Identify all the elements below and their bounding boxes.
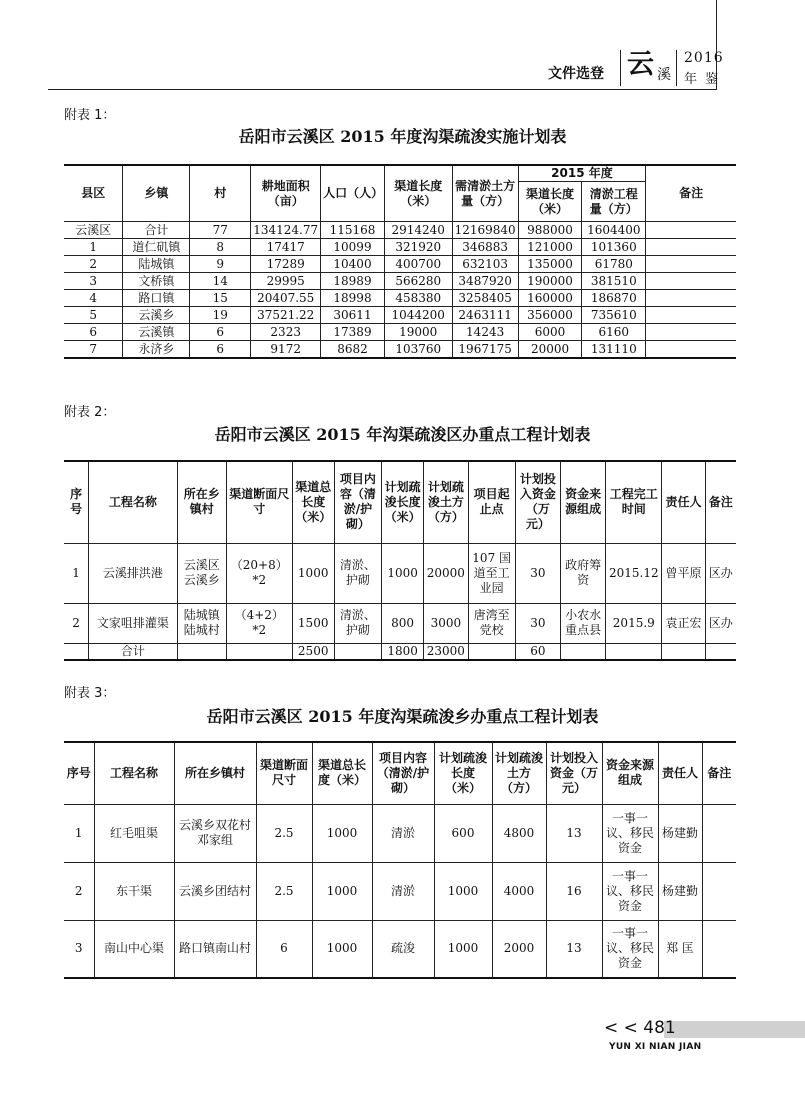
footer-subtitle: YUN XI NIAN JIAN <box>609 1042 702 1052</box>
table-cell: 永济乡 <box>123 341 190 359</box>
table-header-cell: 计划投入资金（万元） <box>546 742 602 804</box>
t2-total-dredge-length: 1800 <box>382 643 424 660</box>
table2 <box>64 460 736 661</box>
header-horizontal-rule <box>48 89 717 90</box>
table-cell: 疏浚 <box>372 920 434 978</box>
table-cell: 云溪乡 <box>123 307 190 324</box>
table-cell: 7 <box>64 341 123 359</box>
header-separator <box>620 50 621 86</box>
table-cell <box>702 862 736 920</box>
t1-header-channel-length: 渠道长度（米） <box>384 165 452 222</box>
table-cell: 区办 <box>705 603 736 643</box>
table-cell: 政府筹资 <box>561 543 606 603</box>
table-cell: 321920 <box>384 239 452 256</box>
table3-label: 附表 3： <box>64 686 116 701</box>
table-cell: 1 <box>64 804 94 862</box>
t1-header-town: 乡镇 <box>123 165 190 222</box>
table-cell: 190000 <box>518 273 582 290</box>
table-cell: 2 <box>64 603 89 643</box>
table-cell: 15 <box>190 290 251 307</box>
table-cell: 19 <box>190 307 251 324</box>
t1-header-year-group: 2015 年度 <box>518 165 646 182</box>
t1-header-year-length: 渠道长度（米） <box>518 182 582 222</box>
table1-title: 岳阳市云溪区 2015 年度沟渠疏浚实施计划表 <box>238 127 567 146</box>
table-cell: 6 <box>190 324 251 341</box>
table-cell: 1000 <box>312 920 372 978</box>
table-cell <box>646 290 736 307</box>
table-cell <box>646 222 736 239</box>
table-cell: 20407.55 <box>251 290 321 307</box>
table-cell: 2 <box>64 862 94 920</box>
table-cell: 1500 <box>292 603 334 643</box>
brand-small-char: 溪 <box>657 67 671 83</box>
table-header-cell: 计划疏浚长度（米） <box>434 742 492 804</box>
table-cell: 云溪乡团结村 <box>174 862 256 920</box>
t2-total-length: 2500 <box>292 643 334 660</box>
table-cell: 29995 <box>251 273 321 290</box>
table-header-cell: 序号 <box>64 461 89 543</box>
table-cell: 曾平原 <box>662 543 705 603</box>
table-cell: 101360 <box>582 239 646 256</box>
header-year: 2016 <box>684 50 724 66</box>
table-cell: 16 <box>546 862 602 920</box>
table-cell: 一事一议、移民资金 <box>602 862 658 920</box>
table-cell: 12169840 <box>452 222 518 239</box>
table-cell: 袁正宏 <box>662 603 705 643</box>
table-header-cell: 资金来源组成 <box>561 461 606 543</box>
table-cell: 400700 <box>384 256 452 273</box>
table-header-cell: 所在乡镇村 <box>174 742 256 804</box>
table3-title: 岳阳市云溪区 2015 年度沟渠疏浚乡办重点工程计划表 <box>206 707 599 726</box>
table-cell: 陆城镇陆城村 <box>177 603 226 643</box>
table-row <box>64 307 736 324</box>
table-cell: 632103 <box>452 256 518 273</box>
table-cell: 10400 <box>321 256 385 273</box>
table-cell: 2015.12 <box>606 543 662 603</box>
table-cell: 郑 匡 <box>658 920 702 978</box>
table-cell: 2914240 <box>384 222 452 239</box>
table-row <box>64 239 736 256</box>
table-header-cell: 渠道总长度（米） <box>292 461 334 543</box>
table-row <box>64 920 736 978</box>
table-cell: 3258405 <box>452 290 518 307</box>
table-cell: 8 <box>190 239 251 256</box>
table1-label: 附表 1： <box>64 108 116 123</box>
table-header-cell: 计划疏浚长度（米） <box>382 461 424 543</box>
table-cell: 2.5 <box>256 862 312 920</box>
table-cell: 20000 <box>518 341 582 359</box>
table-cell: 云溪区云溪乡 <box>177 543 226 603</box>
table-cell: 2015.9 <box>606 603 662 643</box>
table-cell: 6 <box>190 341 251 359</box>
table-cell: 2000 <box>492 920 546 978</box>
header-year-sub: 年 鉴 <box>684 72 721 87</box>
table-cell: 1000 <box>434 920 492 978</box>
table-row <box>64 256 736 273</box>
table-cell: 17389 <box>321 324 385 341</box>
table-header-cell: 工程完工时间 <box>606 461 662 543</box>
table-cell: 6000 <box>518 324 582 341</box>
table-cell: 135000 <box>518 256 582 273</box>
table-cell: 4800 <box>492 804 546 862</box>
brand-char: 云 <box>627 49 654 80</box>
table-cell: 唐湾至党校 <box>468 603 515 643</box>
t1-header-population: 人口（人） <box>321 165 385 222</box>
table-cell: 134124.77 <box>251 222 321 239</box>
table-cell: 14243 <box>452 324 518 341</box>
table-cell: 356000 <box>518 307 582 324</box>
table-row <box>64 324 736 341</box>
table-cell: 4000 <box>492 862 546 920</box>
table-cell: 陆城镇 <box>123 256 190 273</box>
t2-total-fund: 60 <box>515 643 560 660</box>
table-cell: 8682 <box>321 341 385 359</box>
table-cell: 103760 <box>384 341 452 359</box>
table-header-cell: 计划疏浚土方（方） <box>424 461 468 543</box>
table-cell <box>702 804 736 862</box>
table-cell: 1 <box>64 239 123 256</box>
table-cell: 30611 <box>321 307 385 324</box>
table-cell: 17289 <box>251 256 321 273</box>
table-cell: 346883 <box>452 239 518 256</box>
table-cell: 107 国道至工业园 <box>468 543 515 603</box>
table-cell: 3000 <box>424 603 468 643</box>
t1-header-farmland: 耕地面积（亩） <box>251 165 321 222</box>
table-cell: 文桥镇 <box>123 273 190 290</box>
table-cell: 一事一议、移民资金 <box>602 804 658 862</box>
table-cell: 77 <box>190 222 251 239</box>
table-header-cell: 备注 <box>702 742 736 804</box>
table-cell <box>646 239 736 256</box>
table-cell: 清淤 <box>372 804 434 862</box>
table-cell: 云溪排洪港 <box>89 543 177 603</box>
table-cell: 6 <box>256 920 312 978</box>
table-cell: 10099 <box>321 239 385 256</box>
table-header-cell: 资金来源组成 <box>602 742 658 804</box>
table-cell: 2.5 <box>256 804 312 862</box>
table-header-cell: 责任人 <box>658 742 702 804</box>
t1-header-year-volume: 清淤工程量（方） <box>582 182 646 222</box>
table-cell: 红毛咀渠 <box>94 804 174 862</box>
table-cell: 800 <box>382 603 424 643</box>
table-cell: 1000 <box>292 543 334 603</box>
table-cell: 1000 <box>434 862 492 920</box>
table3 <box>64 741 736 979</box>
table-cell: 1 <box>64 543 89 603</box>
table-row <box>64 222 736 239</box>
table2-label: 附表 2： <box>64 405 116 420</box>
table-header-cell: 工程名称 <box>89 461 177 543</box>
table-header-cell: 渠道断面尺寸 <box>256 742 312 804</box>
table-cell: 17417 <box>251 239 321 256</box>
table-cell: 一事一议、移民资金 <box>602 920 658 978</box>
table-cell: 4 <box>64 290 123 307</box>
table-header-cell: 责任人 <box>662 461 705 543</box>
table1 <box>64 164 736 359</box>
t1-header-village: 村 <box>190 165 251 222</box>
table-cell <box>646 341 736 359</box>
table-row <box>64 862 736 920</box>
table-cell: 1000 <box>382 543 424 603</box>
table-cell: 合计 <box>123 222 190 239</box>
table-cell: 清淤 <box>372 862 434 920</box>
table-cell: 9172 <box>251 341 321 359</box>
table-cell: 5 <box>64 307 123 324</box>
table-cell: 19000 <box>384 324 452 341</box>
table-cell <box>646 324 736 341</box>
table-cell: 文家咀排灌渠 <box>89 603 177 643</box>
section-label: 文件选登 <box>548 66 604 82</box>
table-cell: 3 <box>64 273 123 290</box>
table-header-cell: 计划投入资金（万元） <box>515 461 560 543</box>
table-row <box>64 341 736 359</box>
table-cell: 小农水重点县 <box>561 603 606 643</box>
table-cell: 路口镇 <box>123 290 190 307</box>
table-cell: 3487920 <box>452 273 518 290</box>
table-cell: 186870 <box>582 290 646 307</box>
table-cell: （4+2）*2 <box>226 603 292 643</box>
table-cell: 云溪镇 <box>123 324 190 341</box>
t1-header-dredge-volume: 需清淤土方量（方） <box>452 165 518 222</box>
table-cell: 东干渠 <box>94 862 174 920</box>
table-header-cell: 备注 <box>705 461 736 543</box>
table-cell: 云溪乡双花村邓家组 <box>174 804 256 862</box>
table-cell: 20000 <box>424 543 468 603</box>
table-cell <box>646 256 736 273</box>
table-cell: 1967175 <box>452 341 518 359</box>
table-header-cell: 项目起止点 <box>468 461 515 543</box>
table-row <box>64 290 736 307</box>
table-cell: 1604400 <box>582 222 646 239</box>
table-cell: 云溪区 <box>64 222 123 239</box>
table-cell: 南山中心渠 <box>94 920 174 978</box>
table-row <box>64 804 736 862</box>
table-cell: 115168 <box>321 222 385 239</box>
table-header-cell: 渠道总长度（米） <box>312 742 372 804</box>
table2-title: 岳阳市云溪区 2015 年沟渠疏浚区办重点工程计划表 <box>214 425 591 444</box>
table-cell: 清淤、护砌 <box>334 543 381 603</box>
table-cell: 381510 <box>582 273 646 290</box>
table-cell: 30 <box>515 603 560 643</box>
table-header-cell: 所在乡镇村 <box>177 461 226 543</box>
table-cell: 131110 <box>582 341 646 359</box>
table-header-cell: 计划疏浚土方（方） <box>492 742 546 804</box>
t1-header-county: 县区 <box>64 165 123 222</box>
header-separator-2 <box>676 50 677 86</box>
table-row <box>64 543 736 603</box>
table-cell: 杨建勤 <box>658 862 702 920</box>
table-cell: 988000 <box>518 222 582 239</box>
table-cell: 458380 <box>384 290 452 307</box>
table-cell: 2 <box>64 256 123 273</box>
table-cell: 路口镇南山村 <box>174 920 256 978</box>
table-cell: 18998 <box>321 290 385 307</box>
table-header-cell: 工程名称 <box>94 742 174 804</box>
table-cell: 735610 <box>582 307 646 324</box>
t1-header-remark: 备注 <box>646 165 736 222</box>
table-cell: （20+8）*2 <box>226 543 292 603</box>
table-cell: 14 <box>190 273 251 290</box>
table-cell: 6 <box>64 324 123 341</box>
table-cell: 121000 <box>518 239 582 256</box>
table-cell: 1000 <box>312 804 372 862</box>
table-cell: 1044200 <box>384 307 452 324</box>
table-cell: 道仁矶镇 <box>123 239 190 256</box>
table-cell: 13 <box>546 804 602 862</box>
table-cell: 18989 <box>321 273 385 290</box>
table-row <box>64 273 736 290</box>
table-cell: 9 <box>190 256 251 273</box>
table-cell <box>646 307 736 324</box>
table-cell: 160000 <box>518 290 582 307</box>
table-cell: 566280 <box>384 273 452 290</box>
table-header-cell: 渠道断面尺寸 <box>226 461 292 543</box>
table-header-cell: 项目内容（清淤/护砌） <box>372 742 434 804</box>
table-cell: 3 <box>64 920 94 978</box>
table-cell: 6160 <box>582 324 646 341</box>
table-cell: 清淤、护砌 <box>334 603 381 643</box>
t2-total-label: 合计 <box>89 643 177 660</box>
table-cell: 30 <box>515 543 560 603</box>
table-cell <box>702 920 736 978</box>
t2-total-volume: 23000 <box>424 643 468 660</box>
table-cell: 杨建勤 <box>658 804 702 862</box>
table-cell <box>646 273 736 290</box>
table-header-cell: 项目内容（清淤/护砌） <box>334 461 381 543</box>
table-header-cell: 序号 <box>64 742 94 804</box>
table-cell: 2463111 <box>452 307 518 324</box>
table-cell: 600 <box>434 804 492 862</box>
footer-bar <box>664 1021 805 1038</box>
table-cell: 37521.22 <box>251 307 321 324</box>
table-cell: 61780 <box>582 256 646 273</box>
table-cell: 13 <box>546 920 602 978</box>
table-row <box>64 603 736 643</box>
table-cell: 区办 <box>705 543 736 603</box>
table-cell: 1000 <box>312 862 372 920</box>
table-cell: 2323 <box>251 324 321 341</box>
page-number: < < 481 <box>604 1018 676 1038</box>
